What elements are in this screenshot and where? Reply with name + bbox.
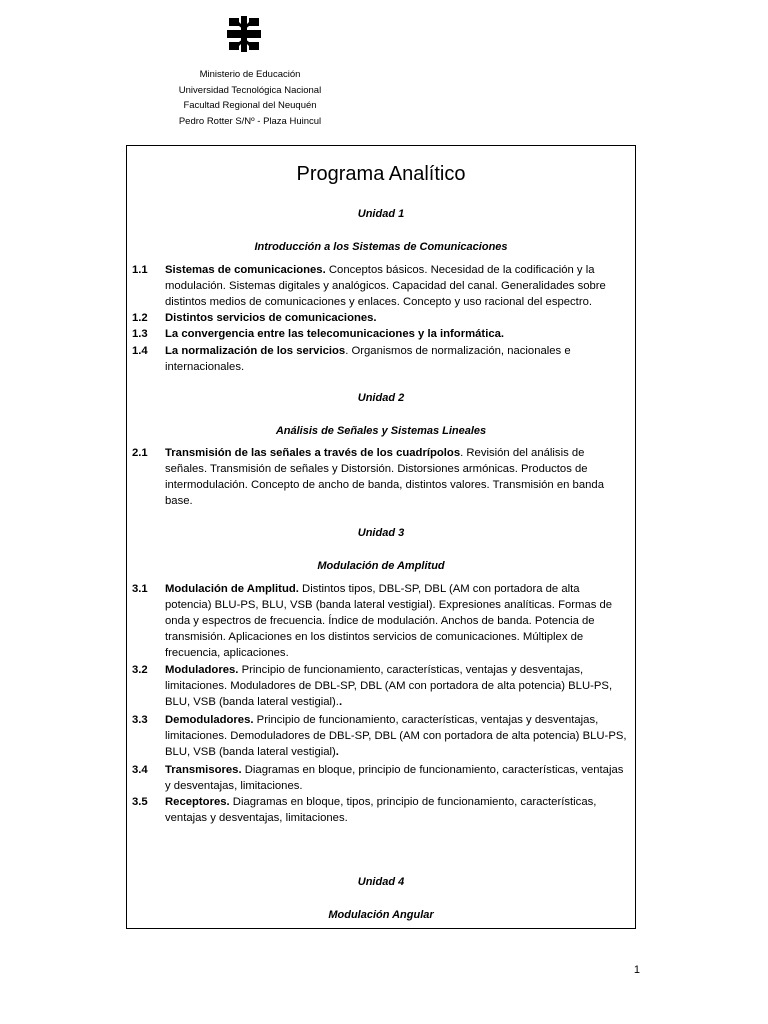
unit-4-subtitle: Modulación Angular bbox=[328, 909, 434, 921]
item-text: . Organismos de normalización, nacionales e internacionales. bbox=[165, 345, 571, 373]
item-number: 1.3 bbox=[132, 328, 148, 340]
item-number: 3.2 bbox=[132, 664, 148, 676]
list-item-3-3 bbox=[132, 712, 628, 760]
list-item-3-4 bbox=[132, 762, 628, 794]
page-number: 1 bbox=[633, 964, 640, 976]
item-tail: . bbox=[335, 746, 339, 758]
unit-1-subtitle: Introducción a los Sistemas de Comunicaciones bbox=[254, 241, 508, 253]
item-number: 1.4 bbox=[132, 345, 148, 357]
university-logo bbox=[227, 16, 261, 52]
item-heading: Receptores. bbox=[165, 796, 230, 808]
list-item-1-2 bbox=[132, 310, 628, 326]
item-text: Diagramas en bloque, principio de funcionamiento, características, ventajas y desventajas, limitaciones. bbox=[165, 764, 624, 792]
item-heading: Distintos servicios de comunicaciones. bbox=[165, 312, 377, 324]
item-number: 1.2 bbox=[132, 312, 148, 324]
unit-2-subtitle: Análisis de Señales y Sistemas Lineales bbox=[275, 425, 487, 437]
document-title: Programa Analítico bbox=[296, 163, 466, 185]
header-line-ministry: Ministerio de Educación bbox=[199, 69, 301, 80]
list-item-1-4 bbox=[132, 343, 628, 375]
list-item-1-3 bbox=[132, 326, 628, 342]
unit-4-label: Unidad 4 bbox=[357, 876, 405, 888]
program-frame bbox=[126, 145, 636, 929]
item-number: 3.3 bbox=[132, 714, 148, 726]
item-number: 2.1 bbox=[132, 447, 148, 459]
header-line-address: Pedro Rotter S/Nº - Plaza Huincul bbox=[178, 115, 322, 127]
item-heading: Modulación de Amplitud. bbox=[165, 583, 299, 595]
item-text: Conceptos básicos. Necesidad de la codificación y la modulación. Sistemas digitales y analógicos. Capacidad del canal. Generalidades sobre distintos medios de comunicaciones y enlaces. Concepto y uso racional del espectro. bbox=[165, 264, 606, 308]
item-heading: La normalización de los servicios bbox=[165, 345, 346, 357]
list-item-3-5 bbox=[132, 794, 628, 826]
item-text: Principio de funcionamiento, características, ventajas y desventajas, limitaciones. Demoduladores de DBL-SP, DBL (AM con portadora de alta potencia) BLU-PS, BLU, VSB (banda lateral vestigial) bbox=[165, 714, 627, 758]
item-text: Principio de funcionamiento, características, ventajas y desventajas, limitaciones. Moduladores de DBL-SP, DBL (AM con portadora de alta potencia) BLU-PS, BLU, VSB (banda lateral vestigial). bbox=[165, 664, 613, 708]
unit-3-subtitle: Modulación de Amplitud bbox=[317, 560, 445, 572]
header-line-university: Universidad Tecnológica Nacional bbox=[178, 84, 322, 96]
list-item-2-1 bbox=[132, 445, 628, 509]
item-heading: Sistemas de comunicaciones. bbox=[165, 264, 326, 276]
item-heading: La convergencia entre las telecomunicaciones y la informática. bbox=[165, 328, 505, 340]
header-line-faculty: Facultad Regional del Neuquén bbox=[183, 100, 317, 111]
item-text: . Revisión del análisis de señales. Transmisión de señales y Distorsión. Distorsiones armónicas. Productos de intermodulación. Concepto de ancho de banda, distintos valores. Transmisión en banda base. bbox=[165, 447, 604, 507]
institution-header bbox=[150, 67, 350, 129]
item-text: Distintos tipos, DBL-SP, DBL (AM con portadora de alta potencia) BLU-PS, BLU, VSB (banda lateral vestigial). Expresiones analíticas. Formas de onda y espectros de frecuencia. Índice de modulación. Anchos de banda. Potencia de transmisión. Aplicaciones en los distintos servicios de comunicaciones. Múltiplex de frecuencia, aplicaciones. bbox=[165, 583, 613, 659]
item-number: 1.1 bbox=[132, 264, 148, 276]
item-number: 3.5 bbox=[132, 796, 148, 808]
list-item-3-2 bbox=[132, 662, 628, 710]
utn-logo-icon bbox=[227, 16, 261, 52]
list-item-3-1 bbox=[132, 581, 628, 661]
item-heading: Demoduladores. bbox=[165, 714, 254, 726]
item-number: 3.1 bbox=[132, 583, 148, 595]
list-item-1-1 bbox=[132, 262, 628, 310]
unit-3-label: Unidad 3 bbox=[357, 527, 405, 539]
item-tail: . bbox=[338, 696, 343, 708]
item-heading: Moduladores. bbox=[165, 664, 239, 676]
unit-2-label: Unidad 2 bbox=[357, 392, 405, 404]
item-heading: Transmisión de las señales a través de los cuadrípolos bbox=[165, 447, 461, 459]
unit-1-label: Unidad 1 bbox=[357, 208, 405, 220]
item-number: 3.4 bbox=[132, 764, 148, 776]
item-heading: Transmisores. bbox=[165, 764, 242, 776]
item-text: Diagramas en bloque, tipos, principio de funcionamiento, características, ventajas y desventajas, limitaciones. bbox=[165, 796, 597, 824]
